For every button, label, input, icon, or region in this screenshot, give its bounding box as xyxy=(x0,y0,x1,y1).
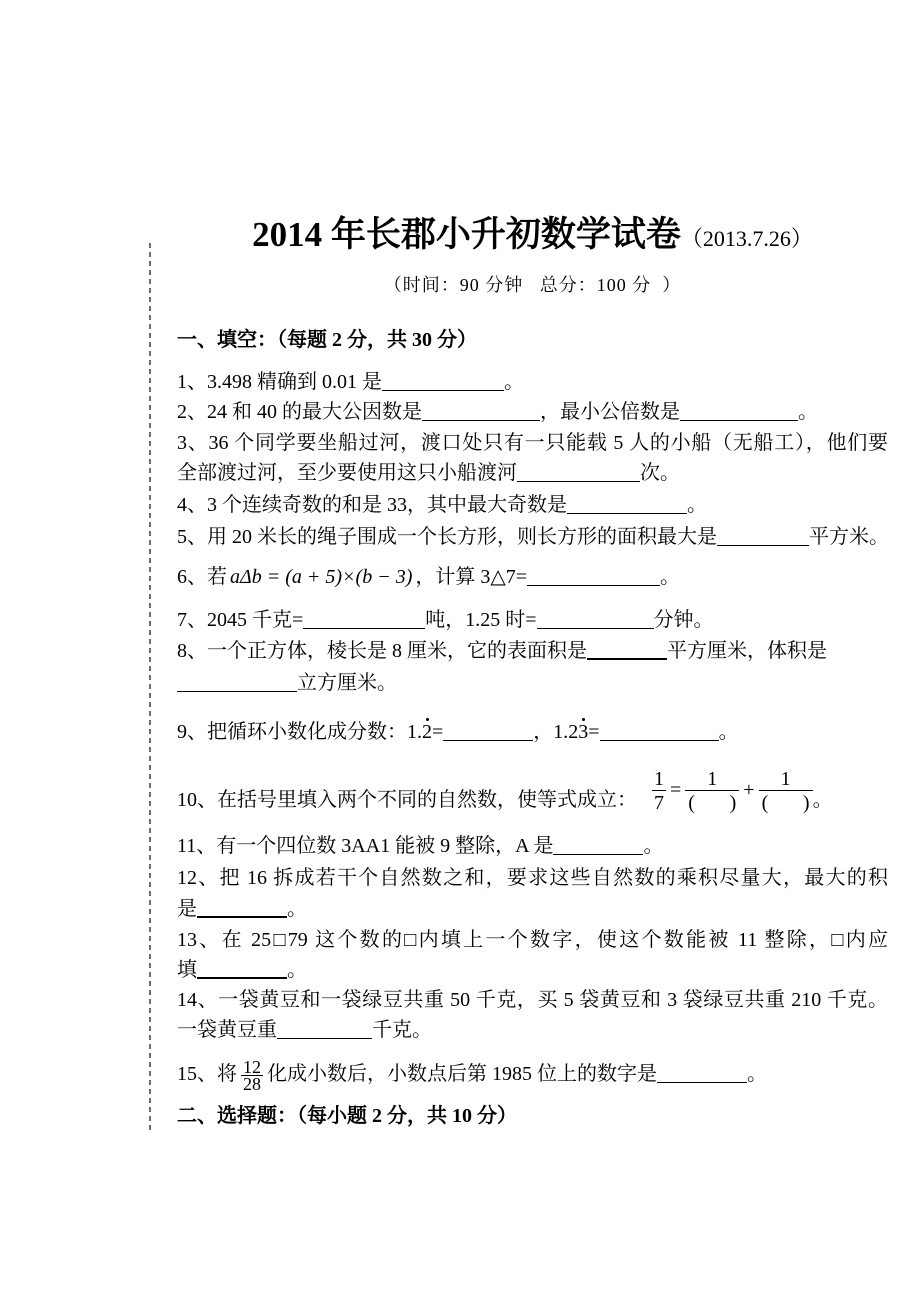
question-13-line-2 xyxy=(177,958,888,982)
denominator: 7 xyxy=(654,792,664,814)
question-text: 吨，1.25 时= xyxy=(425,609,537,631)
question-text: 全部渡过河，至少要使用这只小船渡河 xyxy=(177,462,517,484)
title-date: （2013.7.26） xyxy=(680,226,813,251)
question-6 xyxy=(177,565,888,589)
question-8-line-1 xyxy=(177,639,888,663)
fraction-one-seventh xyxy=(652,768,666,815)
paren-open: ( xyxy=(688,792,695,814)
separator: ， xyxy=(533,721,554,743)
question-12-line-1: 12、把 16 拆成若干个自然数之和，要求这些自然数的乘积尽量大，最大的积 xyxy=(177,867,888,889)
exam-info: （时间：90 分钟 总分：100 分 ） xyxy=(383,275,682,295)
question-text: 5、用 20 米长的绳子围成一个长方形，则长方形的面积最大是 xyxy=(177,526,717,548)
question-text: ，最小公倍数是 xyxy=(540,401,680,423)
question-5 xyxy=(177,525,888,549)
question-11 xyxy=(177,834,888,858)
question-text: 平方厘米，体积是 xyxy=(667,640,827,662)
answer-blank xyxy=(717,527,809,546)
question-text-end: 立方厘米。 xyxy=(297,672,397,694)
question-text-end: 。 xyxy=(812,789,833,811)
question-text-end: 。 xyxy=(687,494,707,516)
paren-close: ) xyxy=(729,792,737,814)
answer-blank xyxy=(422,402,540,421)
question-text: 15、将 xyxy=(177,1063,237,1085)
repeating-decimal-1 xyxy=(407,721,432,743)
answer-blank xyxy=(303,610,425,629)
question-text-end: 。 xyxy=(287,959,307,981)
repeating-decimal-2 xyxy=(553,721,588,743)
numerator: 12 xyxy=(243,1056,261,1077)
question-text: 11、有一个四位数 3AA1 能被 9 整除，A 是 xyxy=(177,835,554,857)
question-9 xyxy=(177,720,888,744)
answer-blank xyxy=(680,402,798,421)
question-text-end: 。 xyxy=(718,721,739,743)
question-text: 填 xyxy=(177,959,197,981)
question-7 xyxy=(177,608,888,632)
question-13-line-1: 13、在 25□79 这个数的□内填上一个数字，使这个数能被 11 整除，□内应 xyxy=(177,929,888,951)
question-text-end: 。 xyxy=(747,1063,767,1085)
equals-sign: = xyxy=(432,721,444,743)
unit-fraction-equation xyxy=(652,768,833,815)
answer-blank xyxy=(443,722,533,741)
answer-blank xyxy=(567,495,687,514)
plus-sign: + xyxy=(743,779,755,801)
question-text: 4、3 个连续奇数的和是 33，其中最大奇数是 xyxy=(177,494,567,516)
repeating-digit: 3 xyxy=(578,721,589,743)
denominator-parentheses xyxy=(686,791,738,815)
decimal-fixed-part: 1. xyxy=(407,721,422,743)
numerator: 1 xyxy=(780,768,791,790)
denominator: 28 xyxy=(243,1073,261,1094)
question-text-end: 。 xyxy=(660,566,681,588)
paren-open: ( xyxy=(761,792,769,814)
answer-blank xyxy=(537,610,654,629)
answer-blank xyxy=(177,673,297,692)
paren-close: ) xyxy=(802,792,810,814)
question-text: 8、一个正方体，棱长是 8 厘米，它的表面积是 xyxy=(177,640,587,662)
question-text: 是 xyxy=(177,898,197,920)
section-heading-multiple-choice: 二、选择题：（每小题 2 分，共 10 分） xyxy=(177,1105,517,1127)
answer-blank xyxy=(517,463,640,482)
fraction-blank-1 xyxy=(685,768,739,815)
denominator-parentheses xyxy=(760,791,812,815)
section-heading-fill-in: 一、填空：（每题 2 分，共 30 分） xyxy=(177,329,477,351)
question-8-line-2 xyxy=(177,671,888,695)
question-text: 1、3.498 精确到 0.01 是 xyxy=(177,371,382,393)
question-text-end: 。 xyxy=(287,898,307,920)
repeating-digit: 2 xyxy=(422,721,432,743)
question-text: 9、把循环小数化成分数： xyxy=(177,721,407,743)
question-text-end: 次。 xyxy=(640,462,680,484)
answer-blank xyxy=(277,1020,372,1039)
binding-margin-line xyxy=(147,243,153,1133)
answer-blank xyxy=(527,567,660,586)
answer-blank xyxy=(197,959,287,979)
decimal-fixed-part: 1.2 xyxy=(553,721,579,743)
question-text: 6、若 xyxy=(177,566,227,588)
question-12-line-2 xyxy=(177,897,888,921)
question-text: 10、在括号里填入两个不同的自然数，使等式成立： xyxy=(177,789,637,811)
question-text-end: 。 xyxy=(643,835,664,857)
question-text-end: 千克。 xyxy=(372,1019,432,1041)
exam-title xyxy=(177,213,888,257)
question-1 xyxy=(177,370,888,394)
question-text: 7、2045 千克= xyxy=(177,609,304,631)
answer-blank xyxy=(382,372,504,391)
fraction-12-over-28 xyxy=(241,1056,263,1094)
operation-definition-formula: aΔb = (a + 5)×(b − 3) xyxy=(230,566,413,588)
question-text-end: 平方米。 xyxy=(809,526,889,548)
question-3-line-2 xyxy=(177,461,888,485)
question-text: 2、24 和 40 的最大公因数是 xyxy=(177,401,422,423)
question-15 xyxy=(177,1056,888,1094)
numerator: 1 xyxy=(654,768,664,790)
equals-sign: = xyxy=(588,721,600,743)
answer-blank xyxy=(553,836,643,855)
answer-blank xyxy=(587,640,667,660)
question-4 xyxy=(177,493,888,517)
title-main: 2014 年长郡小升初数学试卷 xyxy=(252,215,681,254)
equals-sign: = xyxy=(670,779,682,801)
question-text-end: 。 xyxy=(798,401,818,423)
numerator: 1 xyxy=(707,768,718,790)
question-3-line-1: 3、36 个同学要坐船过河，渡口处只有一只能载 5 人的小船（无船工），他们要 xyxy=(177,432,888,454)
question-2 xyxy=(177,400,888,424)
answer-blank xyxy=(657,1064,747,1083)
question-text: 化成小数后，小数点后第 1985 位上的数字是 xyxy=(267,1063,657,1085)
question-text: ，计算 3△7= xyxy=(415,566,528,588)
question-text: 一袋黄豆重 xyxy=(177,1019,277,1041)
question-14-line-1: 14、一袋黄豆和一袋绿豆共重 50 千克，买 5 袋黄豆和 3 袋绿豆共重 210 千克。 xyxy=(177,989,888,1011)
answer-blank xyxy=(600,722,719,741)
question-text-end: 。 xyxy=(504,371,524,393)
question-text-end: 分钟。 xyxy=(653,609,714,631)
answer-blank xyxy=(197,898,287,918)
question-14-line-2 xyxy=(177,1018,888,1042)
fraction-blank-2 xyxy=(759,768,813,815)
